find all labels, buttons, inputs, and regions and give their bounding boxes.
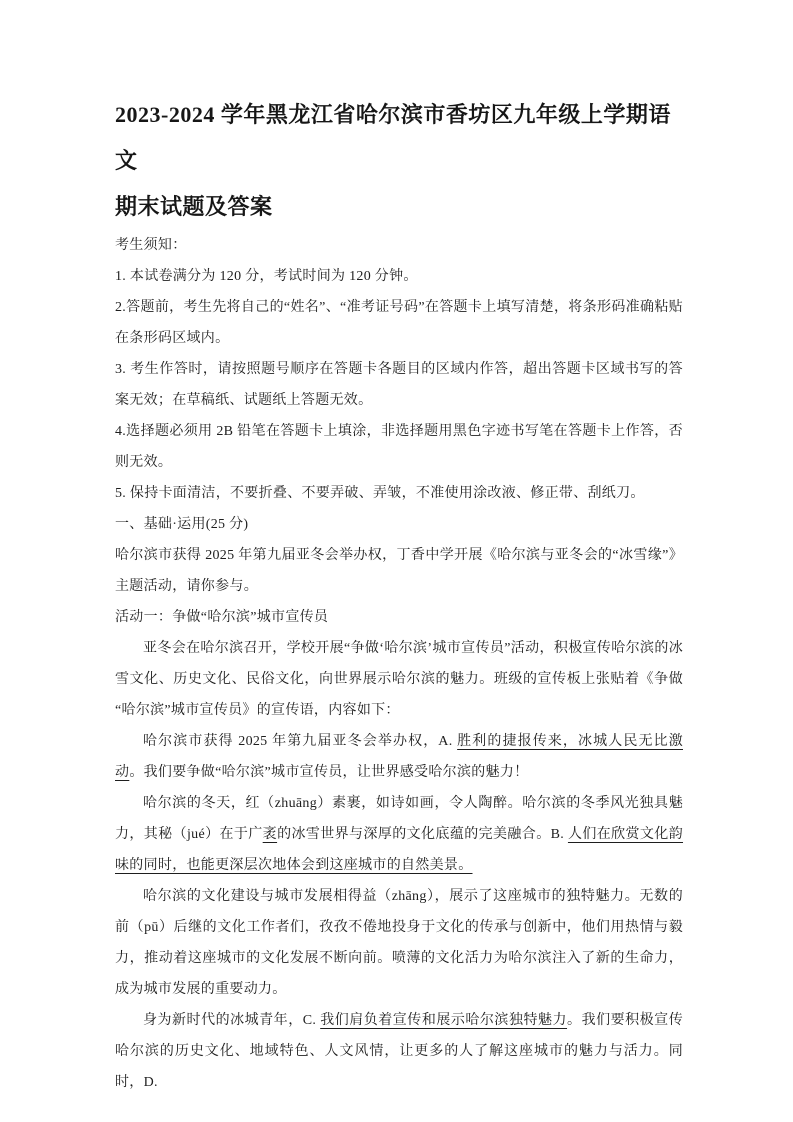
paragraph-slogan-1	[115, 726, 683, 788]
underlined-sentence-c: 我们肩负着宣传和展示哈尔滨独特魅力	[320, 1013, 568, 1028]
underlined-sentence-a: 胜利的捷报传来，冰城人民无比激动	[115, 734, 683, 780]
section-heading: 一、基础·运用(25 分)	[115, 517, 249, 532]
document-title	[115, 92, 683, 230]
notice-item-4: 4.选择题必须用 2B 铅笔在答题卡上填涂，非选择题用黑色字迹书写笔在答题卡上作答，否则无效。	[115, 424, 683, 470]
notice-item-1: 1. 本试卷满分为 120 分，考试时间为 120 分钟。	[115, 269, 418, 284]
paragraph-slogan-3: 哈尔滨的文化建设与城市发展相得益（zhāng），展示了这座城市的独特魅力。无数的前（pū）后继的文化工作者们，孜孜不倦地投身于文化的传承与创新中，他们用热情与毅力，推动着这座城市的文化发展不断向前。喷薄的文化活力为哈尔滨注入了新的生命力，成为城市发展的重要动力。	[115, 889, 683, 997]
paragraph-slogan-4	[115, 1005, 683, 1098]
underlined-char-mao: 袤	[262, 827, 278, 842]
activity1-title: 活动一：争做“哈尔滨”城市宣传员	[115, 610, 329, 625]
slogan-1-text-b: 。我们要争做“哈尔滨”城市宣传员，让世界感受哈尔滨的魅力！	[129, 765, 529, 780]
slogan-2-text-a: 哈尔滨的冬天，红（zhuāng）素裹，如诗如画，令人陶醉。哈尔滨的冬季风光独具魅力，其秘（jué）在于广	[115, 796, 683, 842]
slogan-2-text-b: 的冰雪世界与深厚的文化底蕴的完美融合。B.	[277, 827, 568, 842]
paragraph-activity-desc: 亚冬会在哈尔滨召开，学校开展“争做‘哈尔滨’城市宣传员”活动，积极宣传哈尔滨的冰雪文化、历史文化、民俗文化，向世界展示哈尔滨的魅力。班级的宣传板上张贴着《争做“哈尔滨”城市宣传员》的宣传语，内容如下：	[115, 641, 683, 718]
paragraph-slogan-2	[115, 788, 683, 881]
notice-item-2: 2.答题前，考生先将自己的“姓名”、“准考证号码”在答题卡上填写清楚，将条形码准确粘贴在条形码区域内。	[115, 300, 683, 346]
slogan-4-text-b: 。我们要积极宣传哈尔滨的历史文化、地域特色、人文风情，让更多的人了解这座城市的魅力与活力。同时，D.	[115, 1013, 683, 1090]
document-title-line1: 2023-2024 学年黑龙江省哈尔滨市香坊区九年级上学期语文	[115, 102, 671, 173]
notice-item-5: 5. 保持卡面清洁，不要折叠、不要弄破、弄皱，不准使用涂改液、修正带、刮纸刀。	[115, 486, 645, 501]
document-title-line2: 期末试题及答案	[115, 194, 273, 219]
underlined-sentence-b: 人们在欣赏文化韵味的同时，也能更深层次地体会到这座城市的自然美景。	[115, 827, 684, 873]
section-intro: 哈尔滨市获得 2025 年第九届亚冬会举办权，丁香中学开展《哈尔滨与亚冬会的“冰雪缘”》主题活动，请你参与。	[115, 548, 683, 594]
slogan-4-text-a: 身为新时代的冰城青年，C.	[143, 1013, 321, 1028]
notice-item-3: 3. 考生作答时，请按照题号顺序在答题卡各题目的区域内作答，超出答题卡区域书写的答案无效；在草稿纸、试题纸上答题无效。	[115, 362, 683, 408]
notice-heading: 考生须知：	[115, 238, 187, 253]
slogan-1-text-a: 哈尔滨市获得 2025 年第九届亚冬会举办权，A.	[143, 734, 458, 749]
